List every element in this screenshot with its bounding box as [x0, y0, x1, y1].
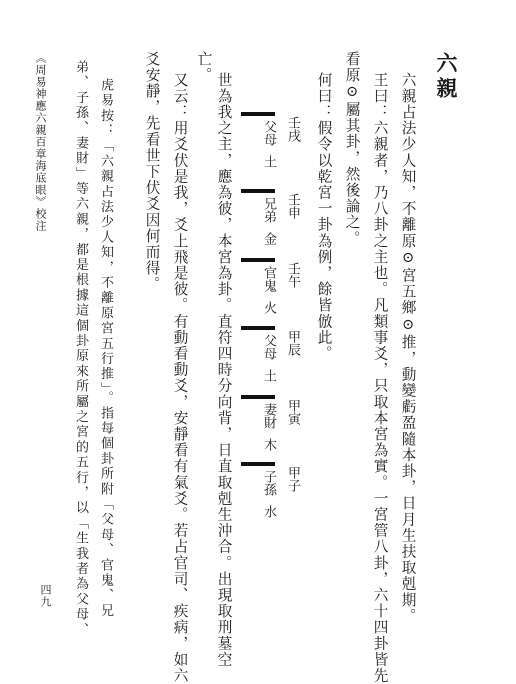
page-number: 四九	[39, 584, 52, 608]
note-column-2: 弟、子孫、妻財」等六親，都是根據這個卦原來所屬之宮的五行，以「生我者為父母、	[73, 60, 88, 638]
hexagram-line-1	[241, 112, 275, 116]
main-text-column-1: 六親占法少人知，不離原⊙宮五鄉⊙推，動變虧盈隨本卦，日月生扶取剋期。	[399, 72, 417, 625]
note-column-1: 虎易按：「六親占法少人知，不離原宮五行推」。指每個卦所附「父母、官鬼、兄	[98, 78, 113, 619]
chapter-title: 六親	[434, 52, 459, 102]
main-text-column-2: 王曰：六親者，乃八卦之主也。凡類事爻，只取本宮為實。一宮管八卦，六十四卦皆先	[371, 72, 389, 684]
line-stem: 壬戌	[285, 116, 300, 142]
line-stem: 甲寅	[285, 399, 300, 425]
main-text-column-4: 何曰：假令以乾宮一卦為例，餘皆倣此。	[315, 72, 333, 362]
line-stem: 甲辰	[285, 330, 300, 356]
line-element: 火	[261, 301, 276, 314]
hexagram-line-4	[241, 326, 275, 330]
line-relation: 父母	[261, 334, 276, 360]
line-element: 水	[261, 505, 276, 518]
hexagram-line-3	[241, 258, 275, 262]
line-relation: 父母	[261, 120, 276, 146]
running-header: 《周易神應六親百章海底眼》校注	[34, 52, 47, 232]
line-stem: 壬申	[285, 193, 300, 219]
line-stem: 壬午	[285, 262, 300, 288]
line-relation: 兄弟	[261, 197, 276, 223]
line-element: 土	[261, 155, 276, 168]
after-text-column-2: 亡。	[195, 51, 213, 84]
line-relation: 官鬼	[261, 266, 276, 292]
hexagram-line-5	[241, 395, 275, 399]
after-text-column-3: 又云：用爻伏是我，爻上飛是彼。有動看動爻，安靜看有氣爻。若占官司、疾病，如六	[171, 72, 189, 684]
hexagram-line-6	[241, 462, 275, 466]
after-text-column-4: 爻安靜，先看世下伏爻因何而得。	[143, 51, 161, 293]
line-element: 木	[261, 438, 276, 451]
hexagram-line-2	[241, 189, 275, 193]
line-relation: 妻財	[261, 403, 276, 429]
main-text-column-3: 看原⊙屬其卦，然後論之。	[343, 51, 361, 247]
line-stem: 甲子	[285, 466, 300, 492]
line-element: 金	[261, 232, 276, 245]
line-relation: 子孫	[261, 470, 276, 496]
after-text-column-1: 世為我之主，應為彼，本宮為卦。直符四時分向背，日直取剋生沖合。出現取刑墓空	[215, 72, 233, 668]
line-element: 土	[261, 369, 276, 382]
